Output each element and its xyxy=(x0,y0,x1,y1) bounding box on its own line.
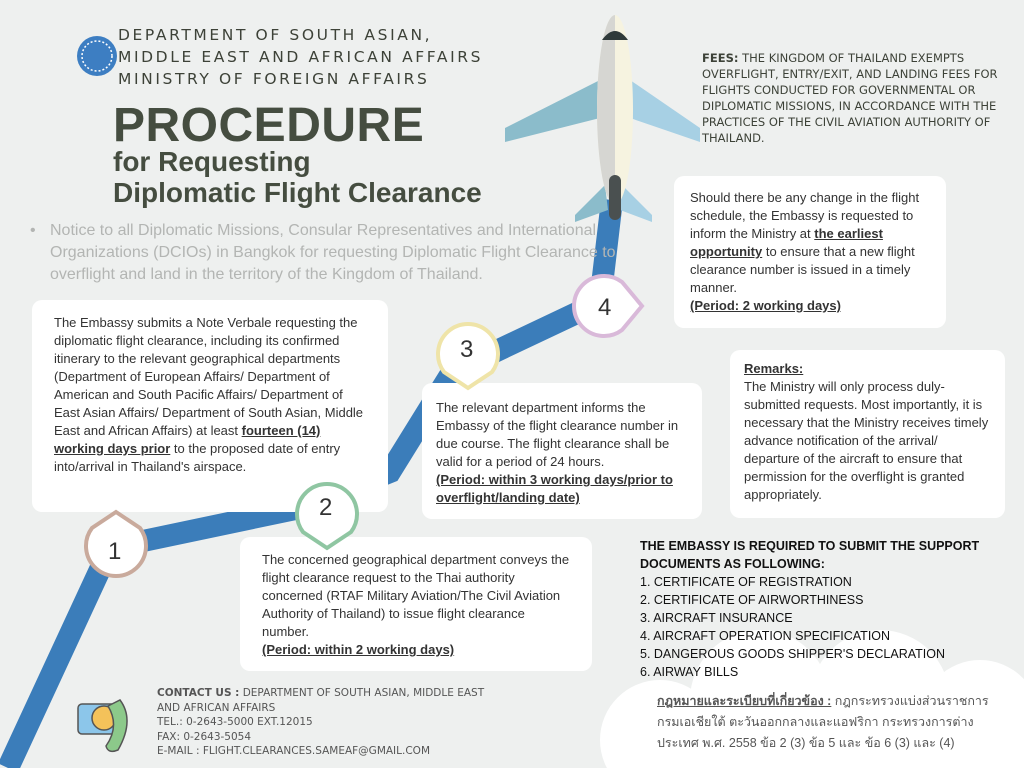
document-item: 6. AIRWAY BILLS xyxy=(640,665,739,679)
step-period: (Period: within 2 working days) xyxy=(262,642,455,657)
contact-label: CONTACT US : xyxy=(157,687,240,699)
document-item: 5. DANGEROUS GOODS SHIPPER'S DECLARATION xyxy=(640,647,945,661)
document-item: 4. AIRCRAFT OPERATION SPECIFICATION xyxy=(640,629,891,643)
ministry-line: MINISTRY OF FOREIGN AFFAIRS xyxy=(118,70,430,88)
related-law xyxy=(657,691,1007,754)
law-text: กฎกระทรวงแบ่งส่วนราชการกรมเอเชียใต้ ตะวันออกกลางและแอฟริกา กระทรวงการต่างประเทศ พ.ศ. 2558 ข้อ 2 (3) ข้อ 5 และ ข้อ 6 (3) และ (4) xyxy=(657,694,989,750)
law-label: กฎหมายและระเบียบที่เกี่ยวข้อง : xyxy=(657,694,832,708)
step-highlight: fourteen (14) working days prior xyxy=(54,423,321,456)
step-period: (Period: 2 working days) xyxy=(690,298,841,313)
fees-text: THE KINGDOM OF THAILAND EXEMPTS OVERFLIGHT, ENTRY/EXIT, AND LANDING FEES FOR FLIGHTS CONDUCTED FOR GOVERNMENTAL OR DIPLOMATIC MISSIONS, IN ACCORDANCE WITH THE PRACTICES OF THE CIVIL AVIATION AUTHORITY OF THAILAND. xyxy=(702,51,998,145)
document-item: 2. CERTIFICATE OF AIRWORTHINESS xyxy=(640,593,864,607)
step-number: 4 xyxy=(598,294,612,321)
document-item: 3. AIRCRAFT INSURANCE xyxy=(640,611,793,625)
contact-phone: TEL.: 0-2643-5000 EXT.12015 xyxy=(157,716,313,728)
required-documents xyxy=(640,537,1010,681)
contact-email[interactable]: E-MAIL : FLIGHT.CLEARANCES.SAMEAF@GMAIL.COM xyxy=(157,745,430,757)
subtitle-line: for Requesting xyxy=(113,146,311,177)
subtitle-line: Diplomatic Flight Clearance xyxy=(113,177,482,208)
remarks-title: Remarks: xyxy=(744,361,804,376)
contact-line: DEPARTMENT OF SOUTH ASIAN, MIDDLE EAST xyxy=(239,687,485,699)
step-text: Should there be any change in the flight schedule, the Embassy is requested to inform the Ministry at xyxy=(690,190,920,241)
remarks-text: The Ministry will only process duly-submitted requests. Most importantly, it is necessary that the Ministry receives timely advance notification of the arrival/ departure of the aircraft to ensure that permission for the overflight is granted appropriately. xyxy=(744,379,989,502)
step-text: to the proposed date of entry into/arrival in Thailand's airspace. xyxy=(54,441,341,474)
document-item: 1. CERTIFICATE OF REGISTRATION xyxy=(640,575,852,589)
contact-fax: FAX: 0-2643-5054 xyxy=(157,730,252,743)
step-number: 2 xyxy=(319,494,333,521)
step-text: The concerned geographical department conveys the flight clearance request to the Thai authority concerned (RTAF Military Aviation/The Civil Aviation Authority of Thailand) to issue flight clearance number. xyxy=(262,552,570,639)
fees-label: FEES: xyxy=(702,51,739,65)
step-highlight: the earliest opportunity xyxy=(690,226,883,259)
dept-line: DEPARTMENT OF SOUTH ASIAN, xyxy=(118,26,433,44)
step-text: The relevant department informs the Embassy of the flight clearance number in due course. The flight clearance shall be valid for a period of 24 hours. xyxy=(436,400,679,469)
step-text: to ensure that a new flight clearance number is issued in a timely manner. xyxy=(690,244,915,295)
step-text: The Embassy submits a Note Verbale requesting the diplomatic flight clearance, including its confirmed itinerary to the relevant geographical departments (Department of European Affairs/ Department of American and South Pacific Affairs/ Department of East Asian Affairs/ Department of South Asian, Middle East and African Affairs) at least xyxy=(54,315,364,438)
page-title: PROCEDURE xyxy=(113,99,425,152)
documents-title: THE EMBASSY IS REQUIRED TO SUBMIT THE SUPPORT DOCUMENTS AS FOLLOWING: xyxy=(640,539,980,571)
notice-text: • Notice to all Diplomatic Missions, Consular Representatives and International Organizations (DCIOs) in Bangkok for requesting Diplomatic Flight Clearance to overflight and land in the territory of the Kingdom of Thailand. xyxy=(30,220,640,286)
contact-line: AND AFRICAN AFFAIRS xyxy=(157,701,276,714)
dept-line: MIDDLE EAST AND AFRICAN AFFAIRS xyxy=(118,48,484,66)
step-number: 1 xyxy=(108,538,122,565)
contact-info xyxy=(157,686,484,759)
step-period: (Period: within 3 working days/prior to overflight/landing date) xyxy=(436,472,673,505)
step-number: 3 xyxy=(460,336,474,363)
